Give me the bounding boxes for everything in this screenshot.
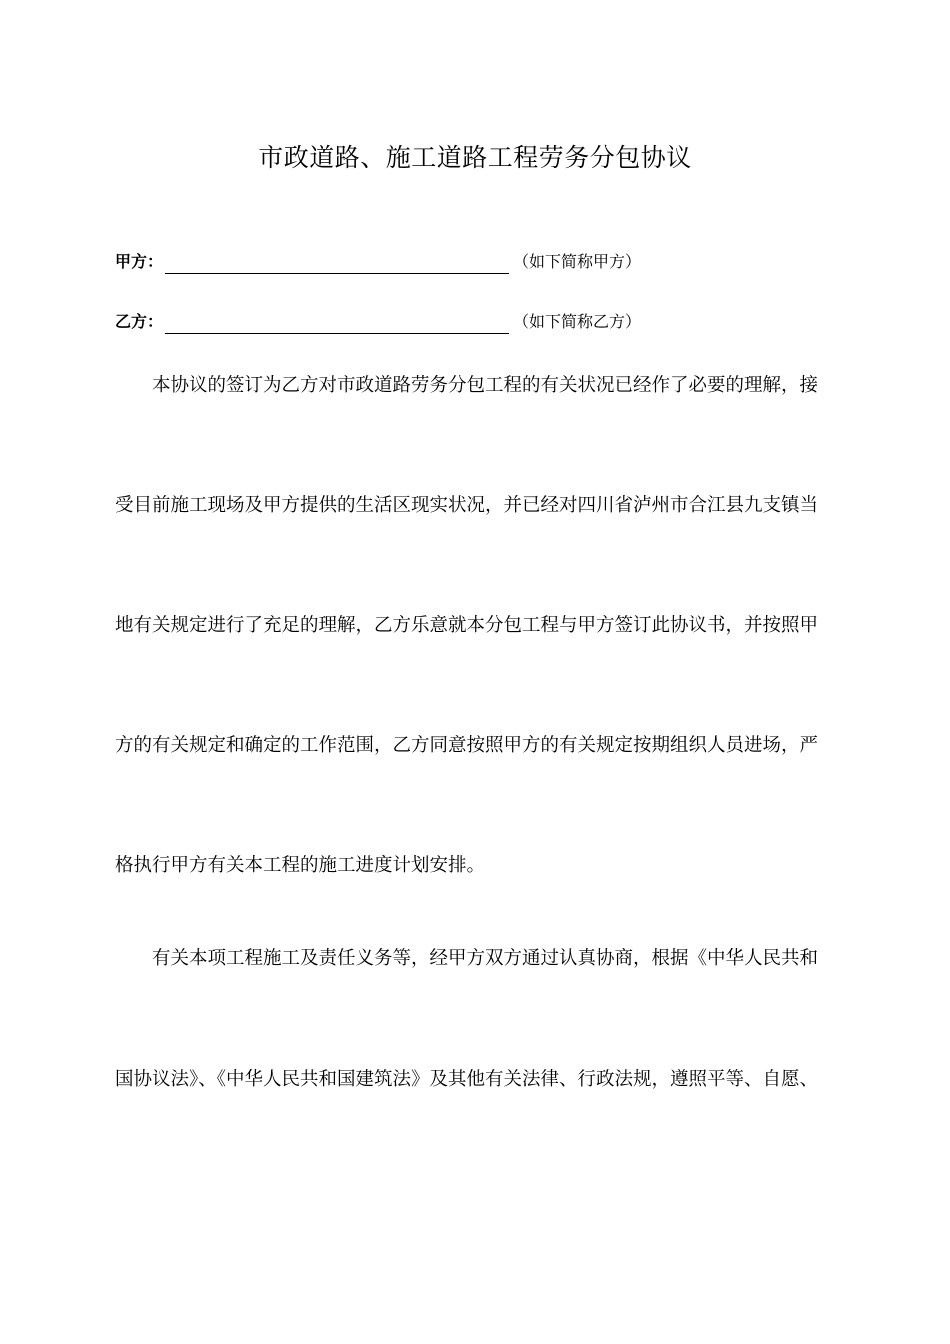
paragraph1-line-4: 方的有关规定和确定的工作范围，乙方同意按照甲方的有关规定按期组织人员进场，严 [115, 735, 819, 756]
paragraph1-line-2: 受目前施工现场及甲方提供的生活区现实状况，并已经对四川省泸州市合江县九支镇当 [115, 495, 819, 516]
paragraph2-line-2: 国协议法》、《中华人民共和国建筑法》及其他有关法律、行政法规，遵照平等、自愿、 [115, 1069, 819, 1090]
paragraph1-line-5: 格执行甲方有关本工程的施工进度计划安排。 [115, 855, 486, 876]
party-a-label: 甲方： [115, 252, 164, 271]
party-b-note: （如下简称乙方） [513, 312, 642, 331]
document-title: 市政道路、施工道路工程劳务分包协议 [258, 143, 692, 172]
paragraph1-line-1: 本协议的签订为乙方对市政道路劳务分包工程的有关状况已经作了必要的理解，接 [152, 375, 819, 396]
party-a-blank-line[interactable] [165, 251, 509, 274]
paragraph2-line-1: 有关本项工程施工及责任义务等，经甲方双方通过认真协商，根据《中华人民共和 [152, 948, 819, 969]
paragraph1-line-3: 地有关规定进行了充足的理解，乙方乐意就本分包工程与甲方签订此协议书，并按照甲 [115, 615, 819, 636]
party-b-blank-line[interactable] [165, 311, 509, 334]
party-b-row [115, 306, 641, 334]
party-b-label: 乙方： [115, 312, 164, 331]
party-a-row [115, 246, 641, 274]
party-a-note: （如下简称甲方） [513, 252, 642, 271]
